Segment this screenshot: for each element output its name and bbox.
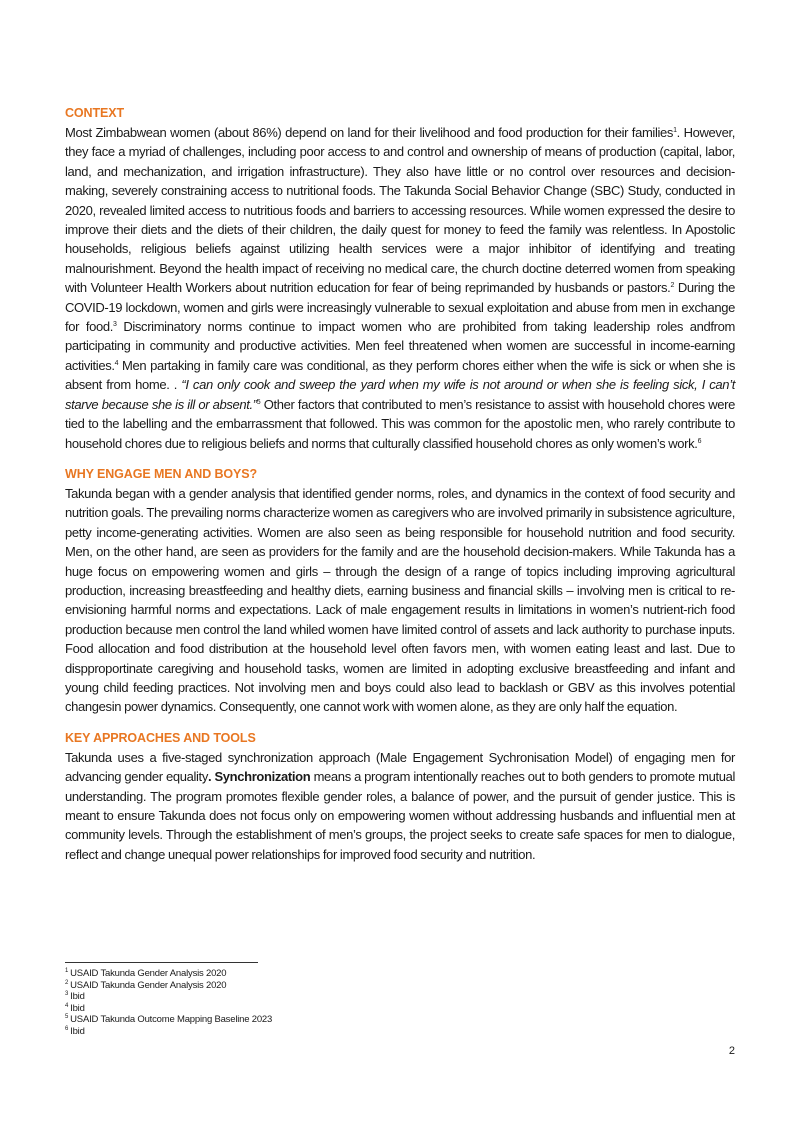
- footnote-divider: [65, 962, 258, 963]
- footnote-ref: 6: [697, 437, 702, 445]
- footnote-item: $^2$ USAID Takunda Gender Analysis 2020: [65, 979, 227, 991]
- footnote-item: $^6$ Ibid: [65, 1025, 85, 1037]
- section-paragraph: Takunda began with a gender analysis that identified gender norms, roles, and dynamics in the context of food security and nutrition goals. The prevailing norms characterize women as caregivers who are involved primarily in subsistence agriculture, petty income-generating activities. Women are also seen as being responsible for household nutrition and food security. Men, on the other hand, are seen as providers for the family and are the household decision-makers. While Takunda has a huge focus on empowering women and girls – through the design of a range of topics including improving agricultural production, increasing breastfeeding and healthy diets, earning business and financial skills – involving men is critical to re-envisioning harmful norms and expectations. Lack of male engagement results in limitations in women’s nutrient-rich food production because men control the land whiled women have limited control of assets and lack authority to purchase inputs. Food allocation and food distribution at the household level often favors men, with women eating least and last. Due to dispproportinate caregiving and household tasks, women are limited in adopting exclusive breastfeeding and infant and young child feeding practices. Not involving men and boys could also lead to backlash or GBV as this involves potential changesin power dynamics. Consequently, one cannot work with women alone, as they are only half the equation.: [65, 485, 735, 715]
- page-number: 2: [728, 1045, 735, 1057]
- footnote-item: $^1$ USAID Takunda Gender Analysis 2020: [65, 968, 227, 979]
- quote: “I can only cook and sweep the yard when my wife is not around or when she is feeling sick, I can’t starve because she is ill or absent.”: [65, 377, 735, 412]
- section-heading: KEY APPROACHES AND TOOLS: [65, 730, 256, 745]
- footnote-ref: 3: [113, 321, 117, 329]
- footnote-ref: 2: [670, 282, 674, 290]
- footnote-ref: 4: [114, 359, 119, 367]
- footnote-item: $^5$ USAID Takunda Outcome Mapping Baseline 2023: [65, 1014, 273, 1026]
- footnote-item: $^3$ Ibid: [65, 991, 85, 1003]
- section-why-engage: [65, 465, 735, 717]
- section-key-approaches: [65, 729, 735, 864]
- footnote-ref: 1: [673, 127, 677, 134]
- footnote-ref: 5: [256, 398, 261, 406]
- bold-term: . Synchronization: [207, 769, 311, 785]
- section-heading: WHY ENGAGE MEN AND BOYS?: [65, 466, 258, 481]
- section-heading: CONTEXT: [65, 106, 125, 120]
- section-context: [65, 104, 735, 453]
- footnotes: [65, 968, 272, 1038]
- document-body: [65, 104, 735, 876]
- section-paragraph: Most Zimbabwean women (about 86%) depend on land for their livelihood and food production for their families$^1$. However, they face a myriad of challenges, including poor access to and control and ownership of means of production (capital, labor, land, and mechanization, and irrigation infrastructure). They also have little or no control over resources and decision-making, severely constraining access to nutritional foods. The Takunda Social Behavior Change (SBC) Study, conducted in 2020, revealed limited access to nutritious foods and barriers to accessing resources. While women expressed the desire to improve their diets and the diets of their children, the daily quest for money to feed the family was relentless. In Apostolic households, religious beliefs against utilizing health services were a major inhibitor of identifying and treating malnourishment. Beyond the health impact of receiving no medical care, the church doctine deterred women from speaking with Volunteer Health Workers about nutrition education for fear of being reprimanded by husbands or pastors.$^2$ During the COVID-19 lockdown, women and girls were increasingly vulnerable to sexual exploitation and abuse from men in exchange for food.$^3$ Discriminatory norms continue to impact women who are prohibited from taking leadership roles andfrom participating in community and productive activities. Men feel threatened when women are successful in income-earning activities.$^4$ Men partaking in family care was conditional, as they perform chores either when the wife is sick or when she is absent from home. . “I can only cook and sweep the yard when my wife is not around or when she is feeling sick, I can’t starve because she is ill or absent.”$^5$ Other factors that contributed to men’s resistance to assist with household chores were tied to the labelling and the embarrassment that followed. This was common for the apostolic men, who rarely contribute to household chores due to religious beliefs and norms that culturally classified household chores as only women’s work.$^6$: [65, 125, 736, 451]
- footnote-item: $^4$ Ibid: [65, 1002, 85, 1014]
- section-paragraph: Takunda uses a five-staged synchronization approach (Male Engagement Sychronisation Model) of engaging men for advancing gender equality. Synchronization means a program intentionally reaches out to both genders to promote mutual understanding. The program promotes flexible gender roles, a balance of power, and the pursuit of gender justice. This is meant to ensure Takunda does not focus only on empowering women without addressing husbands and influential men at community levels. Through the establishment of men’s groups, the project seeks to create safe spaces for men to dialogue, reflect and change unequal power relationships for improved food security and nutrition.: [65, 749, 736, 862]
